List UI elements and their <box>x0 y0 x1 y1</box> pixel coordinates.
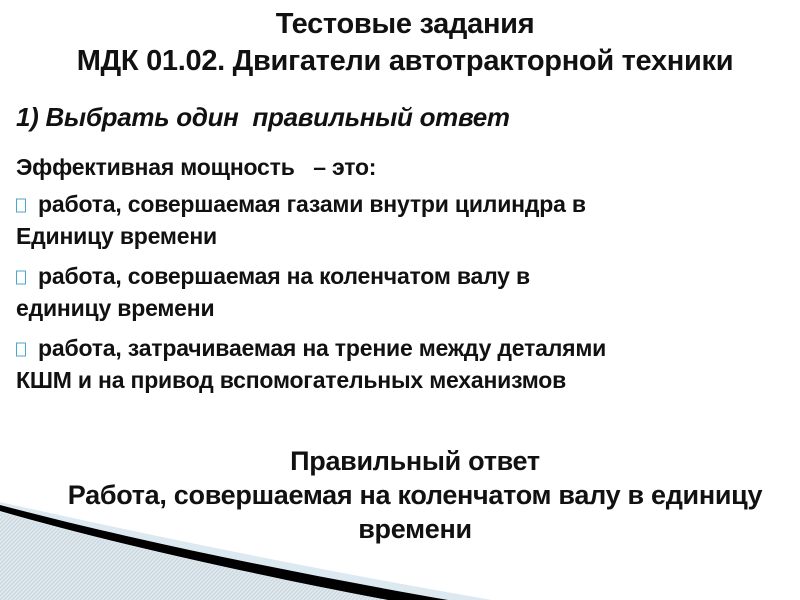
answer-heading: Правильный ответ <box>290 446 540 476</box>
option-list <box>16 188 656 404</box>
option-item-3 <box>16 332 656 396</box>
option-2-line-1: работа, совершаемая на коленчатом валу в <box>38 263 530 289</box>
corner-swoosh-decoration <box>0 500 500 600</box>
option-item-2 <box>16 260 656 324</box>
question-instruction: 1) Выбрать один правильный ответ <box>16 102 510 132</box>
slide-title <box>10 6 800 80</box>
option-3-line-2: КШМ и на привод вспомогательных механизмов <box>16 367 567 393</box>
answer-line-1: Работа, совершаемая на коленчатом валу в единицу <box>67 480 763 510</box>
question-stem: Эффективная мощность – это: <box>16 154 377 180</box>
title-line-1: Тестовые задания <box>275 8 535 40</box>
option-1-line-1: работа, совершаемая газами внутри цилиндра в <box>38 191 586 217</box>
bullet-square-icon <box>16 343 26 357</box>
bullet-square-icon <box>16 271 26 285</box>
option-3-line-1: работа, затрачиваемая на трение между деталями <box>38 335 607 361</box>
option-item-1 <box>16 188 656 252</box>
bullet-square-icon <box>16 199 26 213</box>
option-2-line-2: единицу времени <box>16 295 215 321</box>
answer-line-2: времени <box>358 514 472 544</box>
option-1-line-2: Единицу времени <box>16 223 217 249</box>
title-line-2: МДК 01.02. Двигатели автотракторной техники <box>76 45 734 77</box>
